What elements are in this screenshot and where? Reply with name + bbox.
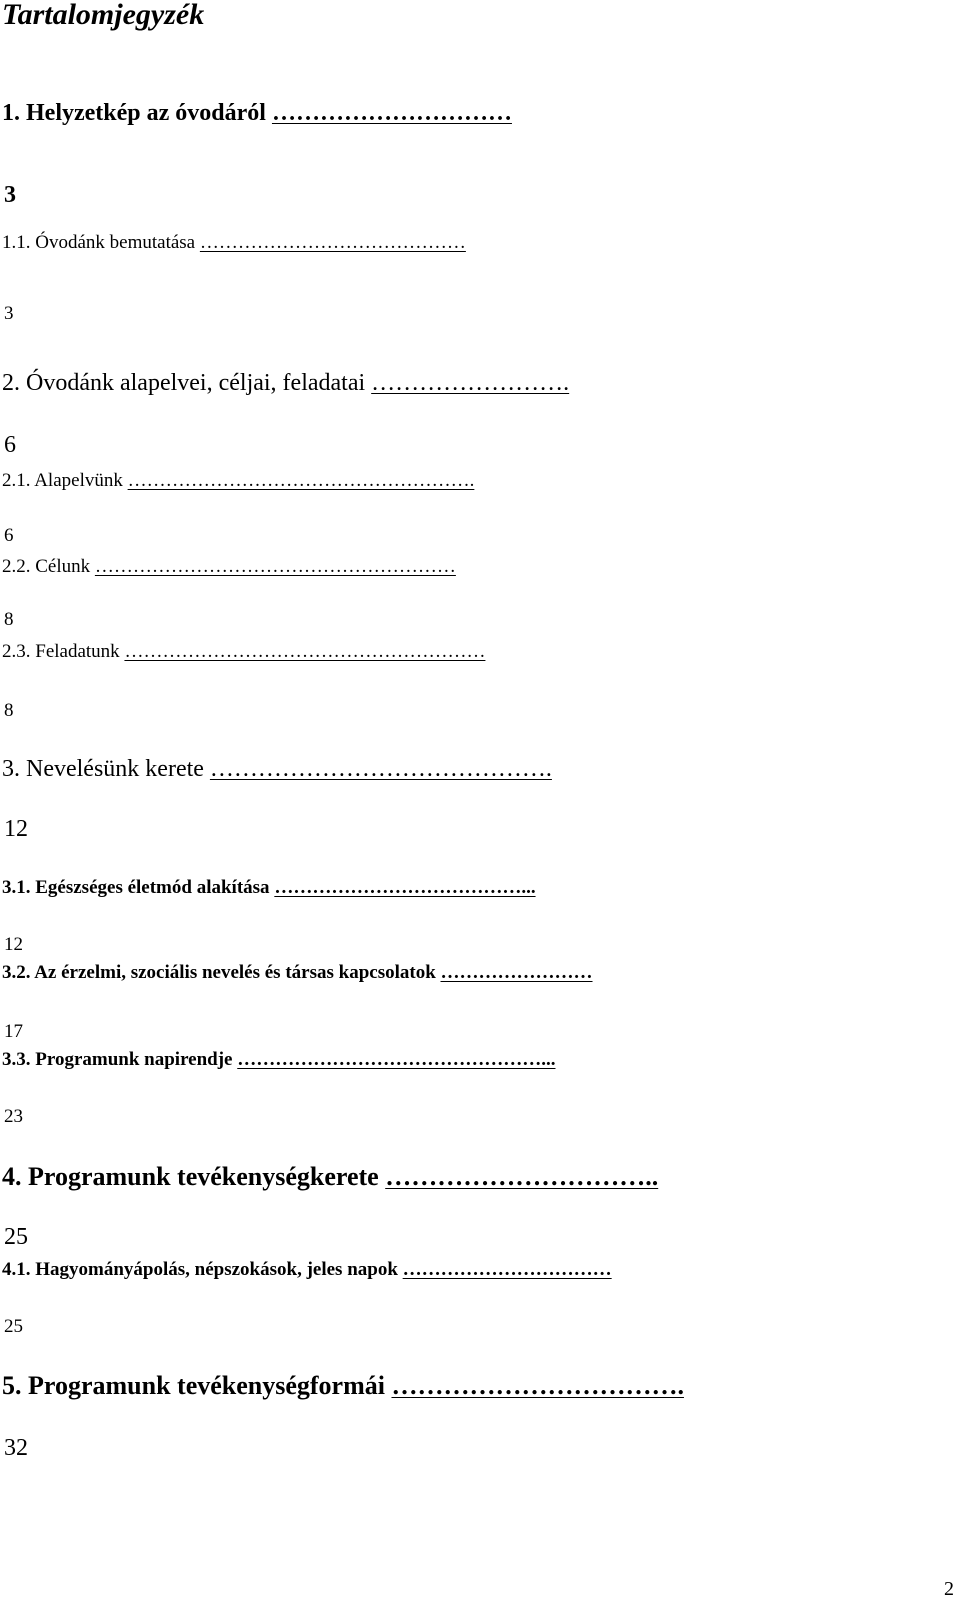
toc-entry-2-1-page: 6 (4, 525, 14, 546)
toc-entry-1-1-page: 3 (4, 303, 14, 324)
toc-entry-2-3-page: 8 (4, 700, 14, 721)
toc-entry-label: 5. Programunk tevékenységformái (2, 1371, 385, 1400)
toc-entry-4-1 (2, 1259, 612, 1281)
toc-entry-label: 3.2. Az érzelmi, szociális nevelés és társas kapcsolatok (2, 962, 436, 983)
toc-entry-leader: ………………………………………………… (94, 556, 456, 577)
toc-entry-leader: …………………………… (402, 1259, 612, 1280)
toc-entry-label: 2. Óvodánk alapelvei, céljai, feladatai (2, 370, 366, 396)
toc-entry-leader: …………………… (440, 962, 593, 983)
toc-entry-1-1 (2, 232, 466, 254)
toc-entry-leader: …………………………………… (199, 232, 466, 253)
toc-entry-label: 1. Helyzetkép az óvodáról (2, 100, 266, 126)
toc-entry-leader: ………………………… (271, 100, 512, 126)
toc-entry-3-3 (2, 1049, 556, 1071)
toc-entry-leader: ………………………….. (385, 1162, 659, 1191)
toc-entry-2 (2, 370, 569, 397)
toc-entry-2-2-page: 8 (4, 609, 14, 630)
toc-entry-3-1-page: 12 (4, 934, 23, 955)
toc-entry-1-page: 3 (4, 182, 16, 208)
toc-entry-label: 2.2. Célunk (2, 556, 91, 577)
toc-entry-leader: ………………………………………………. (127, 470, 475, 491)
toc-entry-3-2 (2, 962, 593, 984)
toc-entry-3-page: 12 (4, 816, 28, 842)
toc-entry-2-3 (2, 641, 485, 663)
toc-entry-2-page: 6 (4, 432, 16, 458)
toc-entry-1 (2, 100, 512, 127)
toc-entry-5-page: 32 (4, 1435, 28, 1461)
toc-entry-5 (2, 1371, 684, 1401)
toc-entry-label: 4. Programunk tevékenységkerete (2, 1162, 379, 1191)
toc-entry-label: 3.1. Egészséges életmód alakítása (2, 877, 270, 898)
toc-entry-3-1 (2, 877, 536, 899)
toc-entry-3-2-page: 17 (4, 1021, 23, 1042)
toc-entry-label: 2.3. Feladatunk (2, 641, 120, 662)
toc-entry-leader: …………………………………... (274, 877, 536, 898)
toc-entry-leader: ………………………………………………… (124, 641, 486, 662)
toc-entry-label: 3. Nevelésünk kerete (2, 756, 204, 782)
toc-entry-leader: ……………………. (371, 370, 570, 396)
document-title: Tartalomjegyzék (2, 0, 205, 31)
toc-entry-4-1-page: 25 (4, 1316, 23, 1337)
page-number: 2 (944, 1578, 954, 1600)
toc-entry-2-2 (2, 556, 456, 578)
toc-entry-leader: ……………………………. (391, 1371, 684, 1400)
toc-entry-3-3-page: 23 (4, 1106, 23, 1127)
toc-entry-leader: ……………………………………. (209, 756, 552, 782)
toc-entry-4-page: 25 (4, 1224, 28, 1250)
toc-entry-label: 3.3. Programunk napirendje (2, 1049, 233, 1070)
toc-entry-label: 2.1. Alapelvünk (2, 470, 123, 491)
toc-entry-3 (2, 756, 552, 783)
toc-entry-leader: …………………………………………... (237, 1049, 556, 1070)
toc-entry-4 (2, 1162, 658, 1192)
toc-entry-2-1 (2, 470, 474, 492)
toc-entry-label: 1.1. Óvodánk bemutatása (2, 232, 196, 253)
toc-entry-label: 4.1. Hagyományápolás, népszokások, jeles napok (2, 1259, 398, 1280)
